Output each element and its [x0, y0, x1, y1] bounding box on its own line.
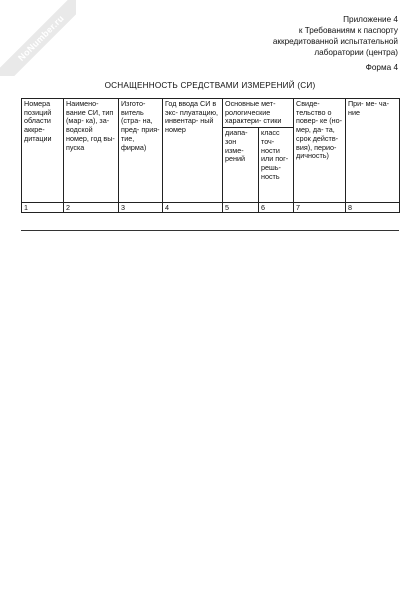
- header-cell-commissioning-year: Год ввода СИ в экс- плуатацию, инвентар- ный номер: [163, 99, 223, 203]
- page-title: ОСНАЩЕННОСТЬ СРЕДСТВАМИ ИЗМЕРЕНИЙ (СИ): [104, 81, 316, 90]
- appendix-line-1: Приложение 4: [343, 15, 398, 24]
- column-number: 8: [346, 203, 400, 213]
- table-header-row: [22, 99, 400, 128]
- column-number: 3: [119, 203, 163, 213]
- watermark-corner: [0, 0, 76, 76]
- equipment-table: [21, 98, 400, 213]
- appendix-line-3: аккредитованной испытательной: [272, 37, 398, 46]
- header-cell-notes: При- ме- ча- ние: [346, 99, 400, 203]
- appendix-reference: [198, 14, 398, 58]
- column-number: 7: [294, 203, 346, 213]
- column-number: 2: [64, 203, 119, 213]
- watermark-text: NoNumber.ru: [0, 0, 76, 76]
- form-number: Форма 4: [365, 63, 398, 72]
- column-number: 4: [163, 203, 223, 213]
- column-number: 1: [22, 203, 64, 213]
- column-number: 5: [223, 203, 259, 213]
- appendix-line-4: лаборатории (центра): [314, 48, 398, 57]
- header-cell-positions: Номера позиций области аккре- дитации: [22, 99, 64, 203]
- appendix-line-2: к Требованиям к паспорту: [298, 26, 398, 35]
- column-number: 6: [259, 203, 294, 213]
- header-cell-manufacturer: Изгото- витель (стра- на, пред- прия- тие, фирма): [119, 99, 163, 203]
- header-cell-verification-certificate: Свиде- тельство о повер- ке (но- мер, да- та, срок действ- вия), перио- дичность): [294, 99, 346, 203]
- divider-line: [21, 230, 399, 231]
- header-cell-measurement-range: диапа- зон изме- рений: [223, 128, 259, 203]
- header-cell-metrological-characteristics: Основные мет- рологические характери- стики: [223, 99, 294, 128]
- header-cell-accuracy-class: класс точ- ности или пог- решь- ность: [259, 128, 294, 203]
- header-cell-instrument-name: Наимено- вание СИ, тип (мар- ка), за- водской номер, год вы- пуска: [64, 99, 119, 203]
- table-row: [22, 203, 400, 213]
